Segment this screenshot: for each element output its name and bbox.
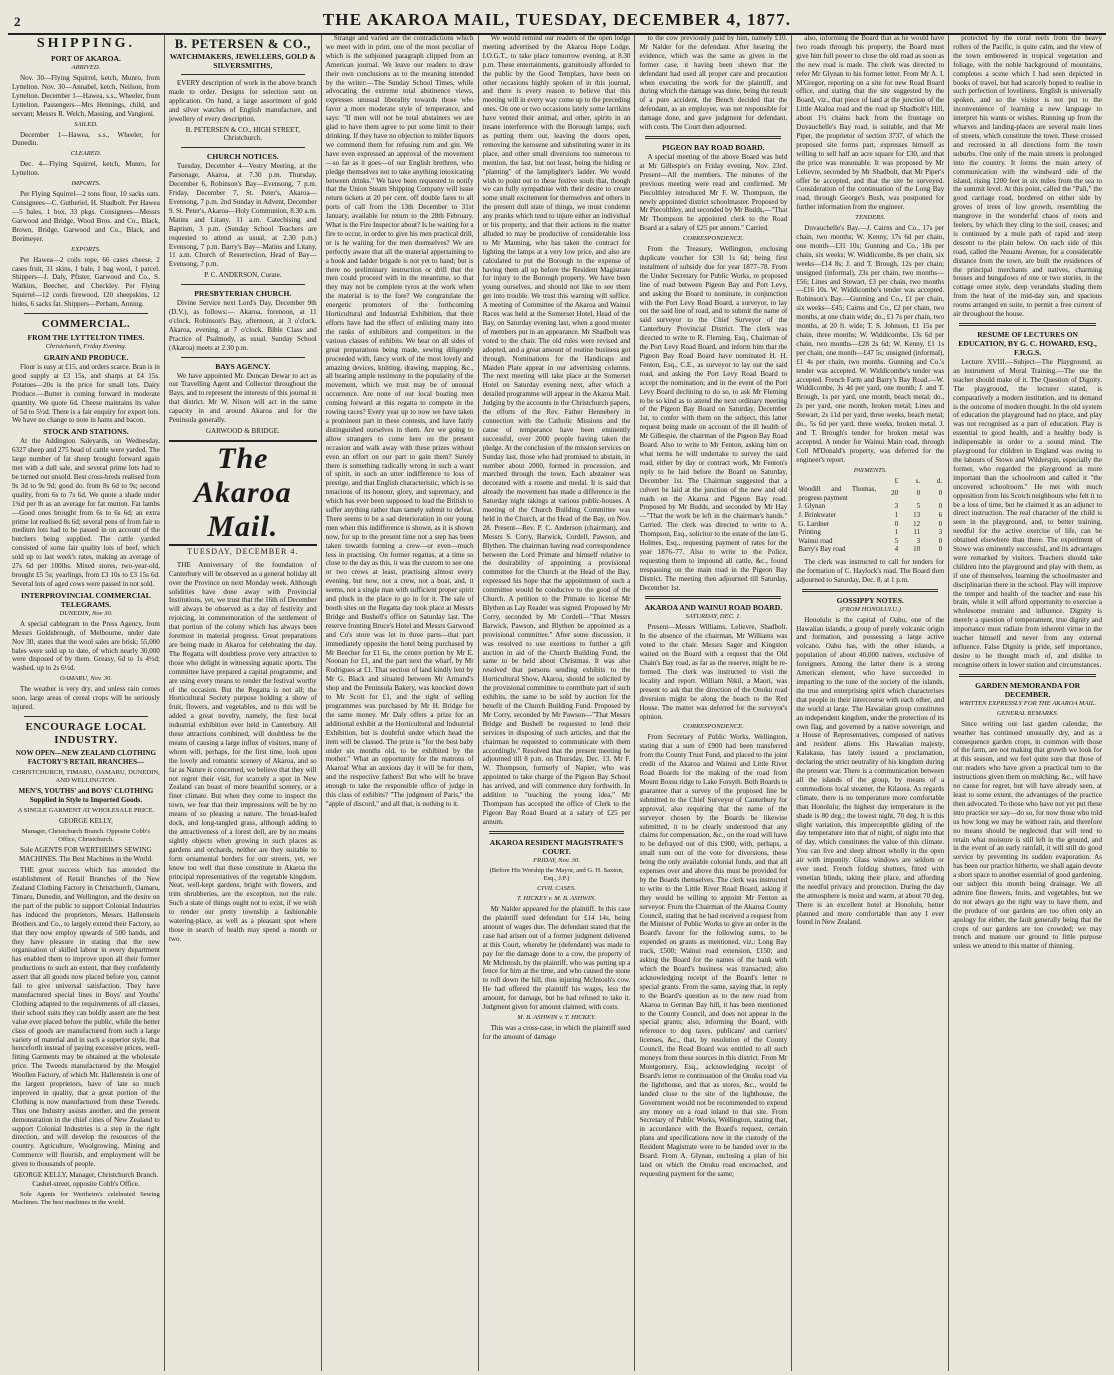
shillings: 0 [916,489,921,498]
gossip-heading: GOSSIPPY NOTES. [836,595,904,605]
industry-lead: NOW OPEN—NEW ZEALAND CLOTHING FACTORY'S RETAIL BRANCHES— [15,748,157,766]
column-1 [8,34,165,1371]
column-2 [165,34,322,1371]
shillings: 10 [913,545,921,554]
column-header [796,477,878,486]
divider [181,284,305,285]
stock-heading: STOCK AND STATIONS. [43,427,129,437]
court-text: This was a cross-case, in which the plaintiff sued for the amount of damage [482,1023,631,1041]
exports-label: EXPORTS. [71,245,101,253]
garden-text: Since writing our last garden calendar, the weather has continued unusually dry, and as a consequence garden crops, in common with those of the farm, are not making that growth we look for at this season, and we feel quite sure that those of our readers who have given a practical turn to the instructions given them on mulching, &c., will have no cause for regret, but will have already seen, at least to some extent, the advantages of the practice then advocated. To those who have not yet put these into practice we say—do so, for now those who told us how long we may be without rain, and therefore no means should be neglected that will tend to retain what moisture is still left in the ground, and in the event of an early rainfall, it will still do good service by preventing its sudden evaporation. As has been our practice hitherto, we shall again devote a short space to another essential of good gardening, our subject this month being drainage. We all admire fine flowers, fruits, and vegetables, but we do not always go the right way to have them, and the produce of our gardens are too often only an apology for either, the fault generally being that the crops of our gardens are too crowded; we may trench and manure our ground to little purpose unless we attend to this matter of thinning. [953,719,1103,951]
issue-date: TUESDAY, DECEMBER 4. [187,546,299,556]
telegram-text: A special cablegram to the Press Agency, from Messrs Goldsbrough, of Melbourne, under date Nov 30, states that the wool sales are brisk; 55,000 bales were sold up to date, of which nearly 30,000 were disposed of by them. Greasy, 6d to 1s 4½d; washed, up to 2s 6½d. [12,619,160,673]
imports-text: Per Flying Squirrel—2 tons flour, 10 sacks oats. Consignees—C. Gutheriel, H. Shadbolt. Per Hawea—5 bales, 1 box, 33 pkgs. Consignees—Messrs Garwood and Bridge, Wood Bros. and Co., Black, Brown, Bridge, Garwood and Co., Black, and Breimeyer. [12,190,160,243]
divider [181,74,305,75]
wainui-heading: AKAROA AND WAINUI ROAD BOARD. [644,603,783,613]
table-row [796,502,944,511]
bays-signature: GARWOOD & BRIDGE. [205,427,280,435]
column-grid [8,34,1106,1371]
payments-heading: PAYMENTS. [853,466,887,474]
divider [181,357,305,358]
divider [489,831,625,834]
payments-after-text: The clerk was instructed to call for tenders for the formation of C. Haylock's road. The Board then adjourned to Saturday, Dec. 8, at 1 p.m. [796,557,945,584]
stock-text: At the Addington Saleyards, on Wednesday, 6327 sheep and 275 head of cattle were yarded. The large number of fat sheep brought forward again met with a dull sale, and several prime lots had to be turned out unsold. Best cross-breds realised from 9s 3d to 9s 9d; good do. from 8s 6d to 9s; second quality, from 6s to 7s 6d. We quote a shade under 1¾d per lb as an average for fat mutton. Fat lambs—Good ones brought from 6s to 6s 6d; an extra prime lot realised 8s 6d; several pens of from fair to medium lots had to be passed in on account of the butchers being supplied. The cattle yarded consisted of some fair quality lots of beef, which sold up to last week's rates, making an average of 27s 6d per 100lbs. Mixed stores, two-year-old, brought £5 5s; yearlings, from £3 10s to £3 15s 6d. Several lots of aged cows were passed in not sold. [12,437,160,588]
pounds: 5 [894,536,899,545]
arrived-text: Nov. 30—Flying Squirrel, ketch, Munro, from Lyttelton. Nov. 30—Annabel, ketch, Neilson, from Lyttelton. December 1—Hawea, s.s., Wheeler, from Lyttelton. Passengers—Mrs Hennings, child, and servant; Messrs R. Welch, Massing, and Vangioni. [12,74,160,118]
bays-text: We have appointed Mr. Duncan Dewar to act as our Travelling Agent and Collector throughout the Bays, and to represent the interests of this journal in that district. Mr W. Nixon will act in the same capacity in and around Akaroa and for the Peninsula generally. [168,371,317,425]
court-cases-label: CIVIL CASES. [537,885,576,893]
divider [959,674,1096,677]
shillings: 11 [913,528,921,537]
shipping-heading: SHIPPING. [36,36,136,51]
telegram-dateline: OAMARU, Nov. 30. [59,675,112,683]
column-header: d. [936,476,943,485]
imports-label: IMPORTS. [71,180,101,188]
table-row [796,485,944,502]
pounds: 1 [894,528,899,537]
firm-heading: B. PETERSEN & CO., [174,36,311,51]
pence: 0 [938,545,943,554]
court-case-title: M. B. ASHWIN v. T. HICKEY. [517,1013,596,1021]
column-header: £ [894,476,899,485]
firm-text: EVERY description of work in the above branch made to order. Designs for selection sent on application. On hand, a large assortment of gold and silver watches of English manufacture, and jewellery of every description. [168,79,317,123]
column-6 [792,34,949,1371]
column-5 [635,34,792,1371]
correspondence-text: From the Treasury, Wellington, enclosing duplicate voucher for £30 1s 6d; being first instalment of subsidy due for year 1877–78. From the Under Secretary for Public Works, re proposed line of road between Pigeon Bay and Port Levy, and asking the Board to nominate, in conjunction with the Port Levy Road Board, a surveyor, to lay out the said line of road, and to submit the name of said surveyor to the Chief Surveyor of the Canterbury Provincial District. The clerk was directed to write to R. Fleming, Esq., Chairman of the Port Levy Road Board, and inform him that the Pigeon Bay Road Board have nominated H. H. Fenton, Esq., C.E., as surveyor to lay out the said road, and asking the Port Levy Road Board to accept the nomination; and in the event of the Port Levy Board declining to do so, to ask Mr Fleming to be so kind as to attend the next ordinary meeting of the Pigeon Bay Board on Saturday, December 1st, to confer with them on the subject, this latter request being made on account of the ill health of Mr Gillespie, the chairman of the Pigeon Bay Road Board. Also to write to Mr Fenton, asking him on what terms he will undertake to survey the said road, either by day or contract work, Mr Fenton's reply to be laid before the Board on Saturday, December 1st. The Chairman suggested that a culvert be laid at the junction of the new and old roads on the Akaroa and Pigeon Bay road. Proposed by Mr Budds, and seconded by Mr Hay—"That the work be left in the chairman's hands." Carried. The clerk was directed to write to A. Thompson, Esq., solicitor to the estate of the late G. Holmes, Esq., requesting payment of rates for the year 1876–77. Also to write to the Police, requesting them to impound all cattle, &c., found trespassing on the main road in the Pigeon Bay District. The meeting then adjourned till Saturday, December 1st. [639,245,788,592]
industry-towns: CHRISTCHURCH, TIMARU, OAMARU, DUNEDIN, AND WELLINGTON. [12,768,160,784]
commercial-heading: COMMERCIAL. [41,318,131,331]
kelly-signature: GEORGE KELLY, Manager, Christchurch Branch. Cashel-street, opposite Cobb's Office. [13,1171,159,1189]
grain-heading: GRAIN AND PRODUCE. [43,353,129,363]
pence: 0 [938,502,943,511]
local-notes-text: Strange and varied are the contradictions which we meet with in print, one of the most peculiar of which is the subjoined paragraph clipped from an American journal. We leave our readers to draw their own conclusions as to the meaning intended by the writer:—The Sunday School Times, while advocating the extreme total abstinence views, expresses unusual liberality towards those who favor a more moderate style of temperance, and says: "If men will not be total abstainers we are glad to have them agree to put some limit to their drinking. If they have no objection to milder liquors we commend them for refusing rum and gin. We have even expressed an approval of the movement—so far as it goes—of our English brethren, who pledge themselves not to take anything intoxicating between drinks." We have been requested to notify that the Union Steam Shipping Company will issue return tickets at 20 per cent. off double fares to all ports of call from the 13th December to 31st January, available for return to the 28th February. What is the Fire Inspector about? Is he waiting for a fire to occur, in order to give his men practical drill, or is he waiting for the men themselves? We are perfectly aware that all the material appertaining to a hook and ladder brigade is not yet to hand; but is there no preliminary instruction or drill that the men could proceed with in the meantime, so that they may not be complete tyros at the work when the material is to the fore? We congratulate the energetic promoters of the forthcoming Horticultural and Industrial Exhibition, that their efforts have had the effect of enlisting many into the ranks of exhibitors and competitors in the various classes of exhibits. We hear on all sides of great preparations being made, sewing diligently proceeded with, fancy work of the most lovely and amazing devices, knitting, drawing, mapping, &c., all bearing ample testimony to the popularity of the movement, which we trust may be of unusual occurrence. Are none of our local boating men coming forward at this regatta to compete in the rowing races? Every year up to now we have taken a prominent part in these contests, and have fairly distinguished ourselves in them. Are we going to allow strangers to come here on the present occasion and walk away with these prizes without even an effort on our part to gain them? Surely there is something radically wrong in such a want of spirit, in such an utter indifference to loss of prestige, and that English characteristic, which is so tenacious of its honour, glory, and supremacy, and which has ever been supposed to lead the British to suffer anything rather than tamely submit to defeat. There seems to be a sad deterioration in our young men when this indifference is shown, as it is shown now, for up to the present time not a step has been taken towards forming a crew—or even—much less in practising. On former regattas, at a time so close to the day as this, it was the custom to see one or two crews at least, practising almost every evening, but now, not a crew, not a boat, and, it seems, not a single man with sufficient proper spirit and pluck in the place to go in for it. The sale of booth sites on the Regatta day took place at Messrs Bridge and Bushell's office on Saturday last. The reserve fronting Bruce's Hotel and Messrs Garwood and Co's store was let in three parts—that part immediately opposite the hotel being purchased by Mr Beecher for £1 6s, the centre portion by Mr E. Noonan for £1, and the part next the wharf, by Mr Rodrigues at £1. That section of land kindly lent by Mr G. Black and situated between Mr Armand's shop and the Peninsula Bakery, was knocked down to Mr Scott for £1, and the right of selling programmes was purchased by Mr H. Bridge for the same money. Mr Daly offers a prize for an additional exhibit at the Horticultural and Industrial Exhibition, but is doubtful under which head the item will be classed. The prize is "for the best baby under six months old, to be exhibited by the mother." What an opportunity for the matrons of Akaroa! What an anxious day it will be for them, and the respective fathers! But who will be brave enough to take the responsible office of judge in this class of exhibits? "The judgment of Paris," the "apple of discord," and all that, is nothing to it. [325,34,474,808]
pence: 0 [938,489,943,498]
pence: 6 [938,510,943,519]
correspondence-text: From Secretary of Public Works, Wellington, stating that a sum of £900 had been transferred from the County Trust Fund, and placed to the joint credit of the Akaroa and Wainui and Little River Road Boards for the making of the road from Mount Bossu ridge to Lake Forsyth. Both Boards to guarantee that a survey of the proposed line be submitted to the Chief Surveyor of Canterbury for approval, also requiring that the name of the surveyor chosen by the Boards be likewise submitted, it to be clearly understood that any claims for compensation, &c., on the road will have to be defrayed out of this £900, with, perhaps, a small sum out of the vote for diversions, these being the only available colonial funds, and that all expenses over and above this must be provided for by the Boards themselves. The clerk was instructed to write to the Little River Road Board, asking if they would be willing to appoint Mr Fenton as surveyor. From the Chairman of the Akaroa County Council, stating that he had received a request from the Minister of Public Works to give an order in the Board's favour for the following sums, to be expended on grants as mentioned, viz.: Long Bay track, £500; Wainui road extension, £150; and asking the Board for the names of the bank with which the Board's business was transacted; also acknowledging receipt of the Board's letter re special grants. From the same, saying that, in reply to the Board's question as to the new road from Akaroa to German Bay hill, it has been mentioned to the County Council, and does not appear in the special grants; also, informing the Board, with reference to dog taxes, publicans' and carriers' licenses, &c., that, by resolution of the County Council, the Road Board was entitled to all such moneys from these sources in this district. From Mr Montgomery, Esq., acknowledging receipt of Board's letter re continuation of the Onuku road via the lighthouse, and that as stores, &c., would be landed close to the site of the lighthouse, the Government would not be recommended to expend any money on a road inland to that site. From Secretary of Public Works, Wellington, stating that, in accordance with the Board's request, certain plans and specifications now in the custody of the Resident Magistrate were to be handed over to the Board. From A. Glynan, enclosing a plan of his land on which the Onuku road encroached, and requesting payment for the same; [639,733,788,1178]
shillings: 5 [916,502,921,511]
church-heading: CHURCH NOTICES. [206,152,279,162]
garden-heading: GARDEN MEMORANDA FOR DECEMBER. [975,680,1081,699]
column-4 [479,34,636,1371]
payee: G. Lardner [798,519,830,528]
pence: 0 [938,536,943,545]
court-date: FRIDAY, Nov. 30. [533,856,580,864]
correspondence-heading: CORRESPONDENCE. [682,235,744,243]
church-signature: P. C. ANDERSON, Curate. [204,271,282,280]
divider [24,313,148,314]
pounds: 1 [894,510,899,519]
pence: 3 [938,528,943,537]
telegram-text: The weather is very dry, and unless rain comes soon, large areas of cereal crops will be seriously injured. [12,685,160,712]
garden-source: WRITTEN EXPRESSLY FOR THE AKAROA MAIL. [959,699,1097,707]
church-text: Tuesday, December 4—Vestry Meeting, at the Parsonage, Akaroa, at 7.30 p.m. Thursday, December 6, Robinson's Bay—Evensong, 7 p.m. Friday, December 7, St. Peter's, Akaroa—Evensong, 7 p.m. 2nd Sunday in Advent, December 9. St. Peter's, Akaroa—Holy Communion, 8.30 a.m. Matins and Litany, 11 a.m. Catechising and Baptism, 3 p.m. (Sunday School Teachers are requested to attend as usual, at 2.30 p.m.) Evensong, 7 p.m. Barry's Bay—Matins and Litany, 11 a.m. Church of Resurrection, Head of Bay—Evensong, 7 p.m. [168,162,317,269]
pounds: 20 [891,489,899,498]
payee: J. Glynan [798,502,826,511]
presbyterian-heading: PRESBYTERIAN CHURCH. [194,289,292,299]
divider [959,323,1096,326]
presbyterian-text: Divine Service next Lord's Day, December 9th (D.V.), as follows:— Akaroa, forenoon, at 11 o'clock. Robinson's Bay, afternoon, at 3 o'clock. Akaroa, evening, at 7 o'clock. Bible Class and Practice of Psalmody, as usual. Sunday School (Akaroa) meets at 2.30 p.m. [168,299,317,352]
divider [802,589,938,592]
shillings: 3 [916,536,921,545]
page-masthead [8,4,1106,35]
kelly-note: Sole Agents for Wertheim's celebrated Sewing Machines. The best machines in the world. [12,1190,160,1207]
gossip-continued-text: protected by the coral reefs from the heavy rollers of the Pacific, is quite calm, and the view of the town embowered in tropical vegetation and foliage, with the noble background of mountains, completes a scene which I had seen depicted in books of travel, but had scarcely hoped to realise in such perfection of loveliness. English is universally spoken, and so the visitor is not put to the inconvenience of learning a new language to interpret his wants or wishes. Running up from the wharves and landing-places are several main lines of streets, which constitute the town. These crossed and recrossed in all directions form the town suburbs. One only of the main streets is prolonged into the country. It forms the main artery of communication with the windward side of the island, rising 1200 feet in six miles from the sea to the summit level. At this point, called the "Pali," the good carriage road, bordered on either side by groves of trees of low growth, resembling the mangrove in the wonderful chaos of roots and feelers, by which they cling to the soil, ceases; and is continued by a mule path of rapid and steep descent to the plain below. On each side of this road, called the Nuuanu Avenue, for a considerable distance from the town, are built the residences of the principal merchants and natives, charming houses and bungalows of one or two stories, in the cottage ornee style, deep verandahs shading them from the heat of the mid-day sun, and spacious rooms arranged en suite, to permit a free current of air throughout the house. [953,34,1103,319]
page-number: 2 [14,14,21,29]
payments-table [796,477,944,554]
table-row [796,545,944,554]
arrived-label: ARRIVED. [71,64,101,71]
cleared-text: Dec. 4—Flying Squirrel, ketch, Munro, for Lyttelton. [12,160,160,178]
firm-subheading: WATCHMAKERS, JEWELLERS, GOLD & SILVERSMITHS, [169,52,316,70]
port-heading: PORT OF AKAROA. [50,54,121,63]
telegram-dateline: DUNEDIN, Nov 30. [59,609,113,617]
table-row [796,511,944,520]
column-header: s. [915,476,921,485]
pence: 0 [938,519,943,528]
great-success-text: THE great success which has attended the establishment of Retail Branches of the New Zealand Clothing Factory in Christchurch, Oamaru, Timaru, Dunedin, and Wellington, and the desire on the part of the public to support Colonial Industries has induced the proprietors, Messrs. Hallenstein Brothers and Co., to largely extend their Factory, so that they now employ upwards of 500 hands, and they have pleasure in stating that the new organisation of skilled labour in every department has enabled them to improve upon all their former productions to such an extent, that they confidently assert that all goods now placed before you, cannot fail to give universal satisfaction. They have manufactured special lines in Boys' and Youths' Clothing adapted to the requirements of all classes, their school suits they can boldly assert are the best value ever placed before the public, while the better class of goods are manufactured from such a large variety of material and in such a superior style, that henceforth instead of paying excessive prices, well-fitting Garments may be obtained at the wholesale price. The Tweeds manufactured by the Mosgiel Woollen Factory, of which Mr. Hallenstein is one of the largest proprietors, have of late so much improved in quality, that a great portion of the Clothing is now manufactured from these Tweeds. Thus one Industry assists another, and the present demonstration in the chief cities of New Zealand to support Colonial Industries is a step in the right direction, and will develop the resources of the country. Agriculture, Woolgrowing, Mining and Commerce will flourish, and employment will be given to thousands of people. [12,866,160,1169]
industry-heading: ENCOURAGE LOCAL INDUSTRY. [25,720,147,746]
payee: Wainui road [798,536,833,545]
pounds: 3 [894,502,899,511]
leader-text: THE Anniversary of the foundation of Canterbury will be observed as a general holiday all over the Province on next Monday week. Although solidities have done away with Provincial Institutions, yet, we trust that the 16th of December will always be observed as a day of festivity and rejoicing, in commemoration of the settlement of that portion of the colony which has always been foremost in material progress. Great preparations are being made in Akaroa for celebrating the day. The Regatta will doubtless prove very attractive to those who delight in witnessing aquatic sports. The committee have prepared a capital programme, and are using every means to render the festival worthy of the occasion. But the Regatta is not all; the Horticultural Society purpose holding a show of fruit, flowers, and vegetables, and to this will be added a great novelty, namely, the first local industrial exhibition ever held in Canterbury. All these attractions combined, will doubtless be the means of causing a large influx of visitors, many of whom will, perhaps, for the first time, look upon the lovely and romantic scenery of Akaroa, and so far as Nature is concerned, we believe that they will not regret their visit, for scarcely a spot in New Zealand can boast of more beautiful scenery, or a finer climate. But when they come to inspect the town, we fear that their impressions will be by no means of so pleasing a nature. The broad-leafed dock, and long-tangled grass, although adding to the attractiveness of a forest dell, are by no means sightly objects when growing in such places as gardens and orchards, neither are they suitable to form ornamental borders for our streets, yet, we know too well that these constitute in Akaroa the principal representatives of the vegetable kingdom. Neat, well-kept gardens, bright with flowers, and trim shrubberies, are the exception, not the rule. Such a state of things ought not to exist, if we wish to render our pretty township a fashionable watering-place, as well as a pleasant spot where those in search of health may spend a month or two. [168,560,317,943]
exports-text: Per Hawea—2 coils rope, 66 cases cheese, 2 cases fruit, 31 skins, 1 bale, 1 bag wool, 1 parcel. Shippers—J. Daly, Pfister, Garwood and Co., S. Watkins, Beecher, and Checkley. Per Flying Squirrel—12 cords firewood, 120 sheepskins, 12 hides, 6 sacks fat. Shippers—Perham, Anning. [12,255,160,309]
local-notes-text: We would remind our readers of the open lodge meeting advertised by the Akaroa Hope Lodge, I.O.G.T., to take place tomorrow evening, at 8.30 p.m. These entertainments, gratuitously afforded to the public by the Good Templars, have been on other occasions highly spoken of in this journal, and there is every reason to believe that this meeting will in every way come up to the preceding ones. On one or two occasions lately some larrikins have vented their animal, and other, spirits in an insane interference with the Borough lamps; such as putting them out, leaving the doors open, removing the kerosene and substituting water in its place, and other small diversions too numerous to mention, the last, but not least, being the hiding or "planting" of the lamplighter's ladder. We would wish to point out to these festive souls that, though we can fully sympathise with their desire to create some small excitement for themselves and others in the present dull state of things, we must condemn any pranks which tend to injure either an individual or his property, and that their actions in the matter alluded to may be productive of considerable loss to Mr Manning, who has taken the contract for lighting the lamps at a very low price, and also are calculated to put the Borough to the expense of having them all up before the Resident Magistrate for injury to the Borough property. We have been young ourselves, and should not like to see them get into trouble. We trust this warning will suffice. A meeting of Committee of the Akaroa and Wainui Races was held at the Somerset Hotel, Head of the Bay, on Saturday evening last, when a good muster of members put in an appearance. Mr Shadbolt was voted to the chair. The old rules were revised and adopted, and a great amount of routine business got through. Nominations for the Handicaps and Maiden Plate appear in our advertising columns. The next meeting will take place at the Somerset Hotel on Saturday evening next, after which a detailed programme will appear in the Akaroa Mail. Judging by the accounts in the Christchurch papers, the efforts of the Rev. Father Hennebery in connection with the Catholic Missions and the cause of temperance have been eminently successful, over 2000 people having taken the pledge. At the conclusion of the mission services on Sunday last, those who had promised to abstain, in number about 2000, formed in procession, and marched through the town. Each abstainer was decorated with a rosette and medal. It is said that already the movement has made a difference in the Saturday night takings at various public-houses. A meeting of the Church Building Committee was held in the Church, at the Head of the Bay, on Nov. 28. Present—Rev. P. C. Anderson (chairman), and Messrs S. Corry, Barwick, Cordell, Pawson, and Blythen. The chairman having read correspondence between the Lord Primate and himself relative to the desirability of appointing a provisional committee for the Church at the Head of the Bay, expressed his hope that the appointment of such a committee would be conducive to the good of the Church. A petition to the Primate to license Mr Blythen as Lay Reader was signed. Proposed by Mr Corry, seconded by Mr Cordell—"That Messrs Barwick, Pawson, and Blythen be appointed as a provisional committee." After some discussion, it was resolved to use exertions to further a gift auction in aid of the Church Building Fund, the same to be held about Christmas. It was also resolved that persons sending exhibits to the Horticultural Show, Akaroa, should be solicited by the provisional committee to contribute part of such exhibits, the same to be sold by auction for the benefit of the Church Building Fund. Proposed by Mr Corry, seconded by Mr Pawson—"That Messrs Bridge and Bushell be requested to lend their services in disposing of such articles, and that the chairman be requested to communicate with them accordingly." Resolved that the present meeting be adjourned till 8 p.m. on Thursday, Dec. 13. Mr F. W. Thompson, formerly of Napier, who was appointed to take charge of the Pigeon Bay School has arrived, and will commence duty forthwith. In addition to "teaching the young idea," Mr Thompson has accepted the office of Clerk to the Pigeon Bay Road Board at a salary of £25 per annum. [482,34,631,826]
page-running-title: THE AKAROA MAIL, TUESDAY, DECEMBER 4, 1877. [322,10,792,29]
payee: J. Brinkwater [798,510,837,519]
gossip-text: Honolulu is the capital of Oahu, one of the Hawaiian islands, a group of purely volcanic origin and formation, and possessing a large active volcano. Oahu has, with the other islands, a population of about 40,000 natives, exclusive of foreigners. Among the latter there is a strong American element, who have succeeded in imparting to the tone of the society of the islands, the true and enterprising spirit which characterises that people in their intercourse with each other, and the world at large. The Hawaiian group constitutes an independent kingdom, under the protection of its own flag, and governed by a native sovereign, and a House of Representatives, composed of natives and resident aliens. His Hawaiian majesty, Kalakaua, has lately issued a proclamation, declaring the strict neutrality of his kingdom during the present war. There is a communication between all the islands of the group, by means of a commodious local steamer, the Kilauea. As regards climate, there is no temperature more comfortable than Honolulu; the highest day temperature in the shade is 80 deg.; the lowest night, 70 deg. It is this slight variation, this imperceptible gliding of the day temperature into that of night, of night into that of day, which constitutes the value of this climate. You can live and sleep almost wholly in the open air with impunity. Glass windows are seldom or ever used. French folding shutters, fitted with venetian blinds, taking their place, and affording the needful privacy and protection. During the day the atmosphere is moist and warm, at about 70 deg. There is an excellent hotel at Honolulu, better planned and more comfortable than any I ever found in New Zealand. [796,615,945,927]
wainui-continued-text: also, informing the Board that as he would have two roads through his property, the Board must give him full power to close the old road as soon as the new road is made. The clerk was directed to refer Mr Glynan to his former letter. From Mr A. I. M'Gregor, reporting on a site for new Road Board office, and stating that the site suggested by the Board, viz., that piece of land at the junction of the Little Akaloa road and the road up Shadbolt's Hill, about 1½ chains back from the frontage on Duvauchelle's Bay road, is suitable, and that Mr Piper, the proprietor of section 3737, of which the proposed site forms part, expresses himself as willing to sell half an acre square for £30, and that the price was reasonable. It was proposed by Mr Lelievre, seconded by Mr Shadbolt, that Mr Piper's offer be accepted, and that the site be surveyed. Consideration of the continuation of the Long Bay road, through George's Bush, was postponed for further information from the engineer. [796,34,945,212]
kelly-role: Manager, Christchurch Branch. Opposite Cobb's Office, Christchurch. [21,828,150,844]
commercial-dateline: Christchurch, Friday Evening. [45,343,127,351]
sailed-text: December 1—Hawea, s.s., Wheeler, for Dunedin. [12,130,160,148]
court-case-title: T. HICKEY v. M. B. ASHWIN. [516,895,597,903]
industry-single: A SINGLE GARMENT AT WHOLESALE PRICE. [17,806,155,814]
payee: Barry's Bay road [798,545,846,554]
divider [645,136,781,139]
wainui-text: Present—Messrs Williams, Lelievre, Shadbolt. In the absence of the chairman, Mr Williams was voted to the chair. Messrs Sager and Kingston waited on the Board with a request that the Old Chain's Bay road, as far as the reserve, might be re-formed. The clerk was instructed to visit the locality and report. William Nikil, a Maori, was present to ask that the direction of the Onuku road diversion might be along the beach to the Red House. The matter was deferred for the surveyor's opinion. [639,623,788,721]
wainui-date: SATURDAY, DEC. 1. [685,613,742,621]
resume-text: Lecture XVIII.—Subject—The Playground, as an instrument of Moral Training.—The use the teacher should make of it. The Question of Dignity. The playground, the lecturer stated, is comparatively a modern institution, and its demand is the outcome of modern thought. In the old system of education the playground had no place, and play was not recognised as a part of education. Play is essential to good health, and a healthy body is indispensable in order to a sound mind. The playground for children in England was owing to the labours of Stowe and Wilderspin, especially the former, who regarded the playground as more important than the schoolroom and called it "the uncovered schoolroom." He met with much opposition from his Scotch neighbours who felt it to be a loss of time, but he claimed it as an adjunct to direct instruction. The real character of the child is seen in the playground, and, to better training, needful for the active exercise of life, can be obtained elsewhere than there. The experiment of Stowe was eminently successful, and its advantages were remarked by visitors. Teachers should take children into the playground and play with them, as if one of themselves, learning the schoolmaster and disciplinarian there in the school. Play will improve the temper and health of the teacher and ease his brain, while it will afford opportunity to exercise a wholesome restraint and influence. Dignity is merely a question of temperament, true dignity and importance must radiate from inherent virtue in the teacher himself and never from any external influence. False Dignity is pride, self importance, desire to be thought much of, and dislike to recognise others in lower station and circumstances. [953,358,1103,669]
court-bench: (Before His Worship the Mayor, and G. H. Saxton, Esq., J.P.) [489,866,624,882]
table-row [796,528,944,537]
garden-subheading: GENERAL REMARKS. [996,709,1059,717]
pigeon-bay-heading: PIGEON BAY ROAD BOARD. [662,142,765,152]
pounds: 0 [894,519,899,528]
shillings: 12 [913,519,921,528]
column-3 [322,34,479,1371]
court-continued-text: to the cow previously paid by him, namely £10. Mr Nalder for the defendant. After hearing the evidence, which was the same as given in the former case, it having been shewn that the defendant had used all proper care and precaution when executing the work for the plaintiff, and during which the damage was done, being the result of a pure accident, the Bench decided that the defendant, as an employee, was not responsible for damage done, and gave judgment for defendant, with costs. The Court then adjourned. [639,34,788,132]
table-row [796,520,944,529]
cleared-label: CLEARED. [70,150,102,158]
pounds: 4 [894,545,899,554]
table-row [796,537,944,546]
sole-agents: Sole AGENTS FOR WERTHEIM'S SEWING MACHINES. The Best Machines in the World. [18,846,153,864]
commercial-source: FROM THE LYTTELTON TIMES. [27,333,145,343]
bays-heading: BAYS AGENCY. [215,361,271,371]
tenders-heading: TENDERS. [855,214,886,222]
court-text: Mr Nalder appeared for the plaintiff. In this case the plaintiff sued defendant for £14 14s, being amount of wages due. The defendant stated that the case had arisen out of a former judgment delivered at this Court, whereby he (defendant) was made to pay for the damage done to a cow, the property of Mr McIntosh, by the plaintiff, who was putting up a fence for him at the time, and who caused the stone to roll down the hill, thus injuring McIntosh's cow. He had offered the plaintiff his wages, less the amount, for damage, but he had refused to take it. Judgment given for amount claimed, with costs. [482,905,631,1012]
industry-mens: MEN'S, YOUTHS' and BOYS' CLOTHING Supplied in Style to Imported Goods. [18,787,154,805]
firm-signature: B. PETERSEN & CO., HIGH STREET, Christchurch. [185,125,300,143]
divider [645,596,781,599]
divider [181,147,305,148]
paper-nameplate: The Akaroa Mail. [169,440,317,546]
column-7 [949,34,1106,1371]
gossip-source: (FROM HONOLULU.) [839,605,901,613]
table-header-row [796,477,944,486]
payee: Woodill and Thomas, progress payment [798,485,877,502]
payee: Printing [798,528,821,537]
court-heading: AKAROA RESIDENT MAGISTRATE'S COURT. [489,837,624,856]
pigeon-bay-text: A special meeting of the above Board was held at Mr Gillespie's on Friday evening, Nov. 23rd. Present—All the members. The minutes of the previous meeting were read and confirmed. Mr Piecolthley introduced Mr F. W. Thompson, the newly appointed district schoolmaster. Proposed by Mr Piecolthley, and seconded by Mr Budds,—"That Mr Thompson be appointed clerk to the Road Board at a salary of £25 per annum." Carried. [639,152,788,233]
resume-heading: RESUME OF LECTURES ON EDUCATION, BY G. C. HOWARD, ESQ., F.R.G.S. [958,330,1097,357]
kelly-name: GEORGE KELLY, [58,817,113,826]
divider [24,716,148,717]
grain-text: Flour is easy at £15, and orders scarce. Bran is in good supply at £3 15s, and sharps at £4 15s. Potatoes—20s is the price for small lots. Dairy Produce.—Butter is coming forward in moderate quantity. We quote 6d. Cheese maintains its value of 5d to 5½d. There is a fair enquiry for export lots. We have no change to note in hams and bacon. [12,363,160,425]
sailed-label: SAILED. [74,120,98,128]
tenders-text: Duvauchelle's Bay.—J. Cairns and Co., 17s per chain, two months; W. Kenny, 17s 6d per chain, one month—£31 10s; Gunning and Co., 18s per chain, six weeks; W. Widdicombe, 8s per chain, six weeks—£14 8s; J. and T. Brough, 12s per chain; unsigned (informal), 23s per chain, two months—£56; Lines and Stewart, £3 per chain, two months—£16 10s. W. Widdicombe's tender was accepted. Robinson's Bay.—Gunning and Co., £1 per chain, six weeks—£45; Cairns and Co., £2 per chain, two months, at one chain wide; do., £1 7s per chain, two months, at 20 ft. wide; T. S. Johnson, £1 15s per chain, three months; W. Widdicombe, 13s 6d per chain, two months—£28 2s 6d; W. Kenny, £1 1s per chain, one month—£47 5s; unsigned (informal), £1 4s per chain, two months. Gunning and Co.'s tender was accepted. W. Widdicombe's tender was accepted. French Farm and Barry's Bay Road.—W. Widdicombe, 3s 4d per yard, one month; J. and T. Brough, 1s per yard, one month, beach metal; do., 2s per yard, one month, broken metal; Lines and Stewart, 2s 11d per yard, three weeks, beach metal; do., 5s 6d per yard, three weeks, broken metal. J. and T. Brough's tender for broken metal was accepted. A tender for Wainui Main road, through Coll M'Donald's property, was deferred for the engineer's report. [796,224,945,464]
correspondence-heading: CORRESPONDENCE. [682,723,744,731]
telegrams-heading: INTERPROVINCIAL COMMERCIAL TELEGRAMS. [21,590,151,609]
shillings: 13 [913,510,921,519]
